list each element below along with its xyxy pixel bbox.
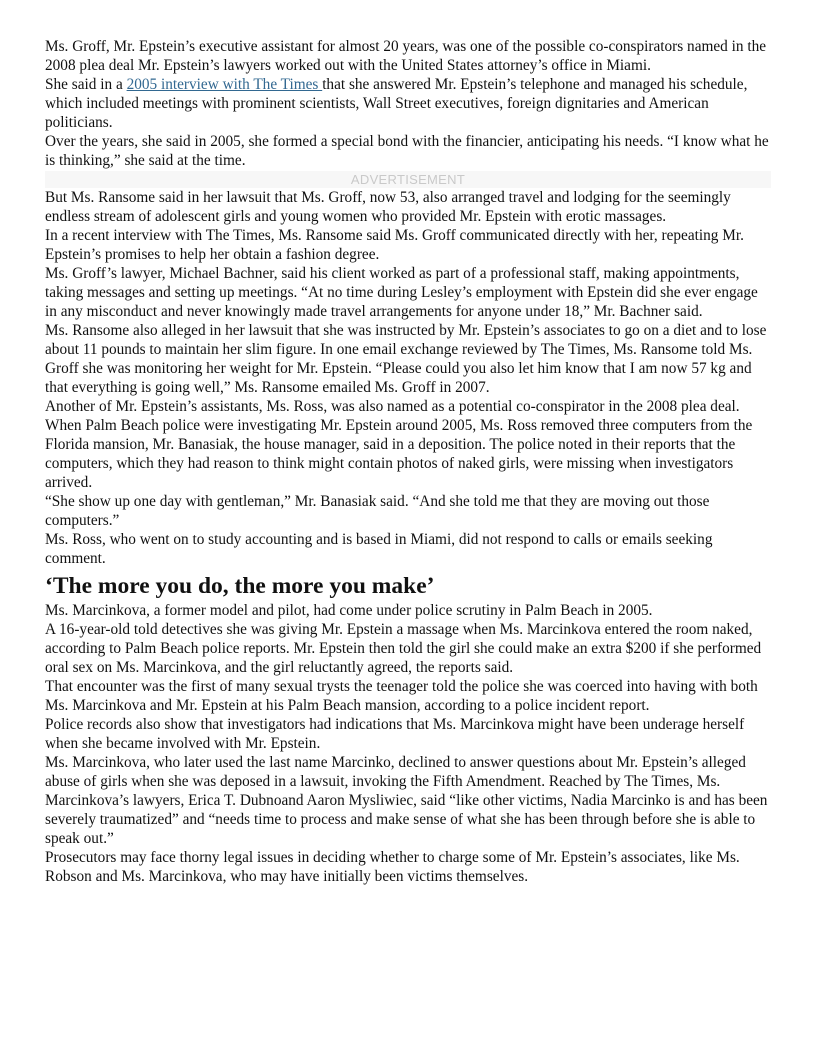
paragraph-fifth-amendment: Ms. Marcinkova, who later used the last name Marcinko, declined to answer questions about Mr. Epstein’s alleged abuse of girls when she was deposed in a lawsuit, invoking the Fifth Amendment. Reached by The Times, Ms. Marcinkova’s lawyers, Erica T. Dubnoand Aaron Mysliwiec, said “like other victims, Nadia Marcinko is and has been severely traumatized” and “needs time to process and make sense of what she has been through before she is able to speak out.” bbox=[45, 754, 768, 847]
paragraph-ransome-lawsuit: But Ms. Ransome said in her lawsuit that Ms. Groff, now 53, also arranged travel and lodging for the seemingly endless stream of adolescent girls and young women who provided Mr. Epstein with erotic massages. bbox=[45, 189, 731, 225]
paragraph-computers-removed: When Palm Beach police were investigating Mr. Epstein around 2005, Ms. Ross removed three computers from the Florida mansion, Mr. Banasiak, the house manager, said in a deposition. The police noted in their reports that the computers, which they had reason to think might contain photos of naked girls, were missing when investigators arrived. bbox=[45, 417, 753, 491]
paragraph-detectives-report: A 16-year-old told detectives she was giving Mr. Epstein a massage when Ms. Marcinkova entered the room naked, according to Palm Beach police reports. Mr. Epstein then told the girl she could make an extra $200 if she performed oral sex on Ms. Marcinkova, and the girl reluctantly agreed, the reports said. bbox=[45, 621, 762, 676]
paragraph-ransome-interview: In a recent interview with The Times, Ms. Ransome said Ms. Groff communicated directly with her, repeating Mr. Epstein’s promises to help her obtain a fashion degree. bbox=[45, 227, 744, 263]
paragraph-marcinkova-scrutiny: Ms. Marcinkova, a former model and pilot, had come under police scrutiny in Palm Beach in 2005. bbox=[45, 602, 653, 619]
paragraph-encounter: That encounter was the first of many sexual trysts the teenager told the police she was coerced into having with both Ms. Marcinkova and Mr. Epstein at his Palm Beach mansion, according to a police incident report. bbox=[45, 678, 758, 714]
section-heading: ‘The more you do, the more you make’ bbox=[45, 573, 435, 599]
paragraph-text: She said in a bbox=[45, 76, 127, 93]
paragraph-groff-role: Ms. Groff, Mr. Epstein’s executive assistant for almost 20 years, was one of the possible co-conspirators named in the 2008 plea deal Mr. Epstein’s lawyers worked out with the United States attorney’s office in Miami. bbox=[45, 38, 767, 74]
paragraph-groff-interview bbox=[45, 75, 773, 132]
advertisement-label: ADVERTISEMENT bbox=[45, 171, 771, 188]
paragraph-bachner-statement: Ms. Groff’s lawyer, Michael Bachner, said his client worked as part of a professional staff, making appointments, taking messages and setting up meetings. “At no time during Lesley’s employment with Epstein did she ever engage in any misconduct and never knowingly made travel arrangements for anyone under 18,” Mr. Bachner said. bbox=[45, 265, 758, 320]
paragraph-ross-no-comment: Ms. Ross, who went on to study accounting and is based in Miami, did not respond to calls or emails seeking comment. bbox=[45, 531, 713, 567]
paragraph-text: that she answered Mr. Epstein’s telephone and managed his schedule, which included meetings with prominent scientists, Wall Street executives, foreign dignitaries and American politicians. bbox=[45, 76, 748, 131]
paragraph-prosecutors: Prosecutors may face thorny legal issues in deciding whether to charge some of Mr. Epstein’s associates, like Ms. Robson and Ms. Marcinkova, who may have initially been victims themselves. bbox=[45, 849, 740, 885]
interview-link[interactable]: 2005 interview with The Times bbox=[126, 76, 323, 93]
paragraph-underage-indications: Police records also show that investigators had indications that Ms. Marcinkova might have been underage herself when she became involved with Mr. Epstein. bbox=[45, 716, 745, 752]
paragraph-ross-named: Another of Mr. Epstein’s assistants, Ms. Ross, was also named as a potential co-conspirator in the 2008 plea deal. bbox=[45, 398, 740, 415]
paragraph-diet-allegation: Ms. Ransome also alleged in her lawsuit that she was instructed by Mr. Epstein’s associates to go on a diet and to lose about 11 pounds to maintain her slim figure. In one email exchange reviewed by The Times, Ms. Ransome told Ms. Groff she was monitoring her weight for Mr. Epstein. “Please could you also let him know that I am now 57 kg and that everything is going well,” Ms. Ransome emailed Ms. Groff in 2007. bbox=[45, 322, 767, 396]
article-body bbox=[45, 37, 773, 886]
paragraph-banasiak-quote: “She show up one day with gentleman,” Mr. Banasiak said. “And she told me that they are moving out those computers.” bbox=[45, 493, 710, 529]
paragraph-special-bond: Over the years, she said in 2005, she formed a special bond with the financier, anticipating his needs. “I know what he is thinking,” she said at the time. bbox=[45, 133, 769, 169]
